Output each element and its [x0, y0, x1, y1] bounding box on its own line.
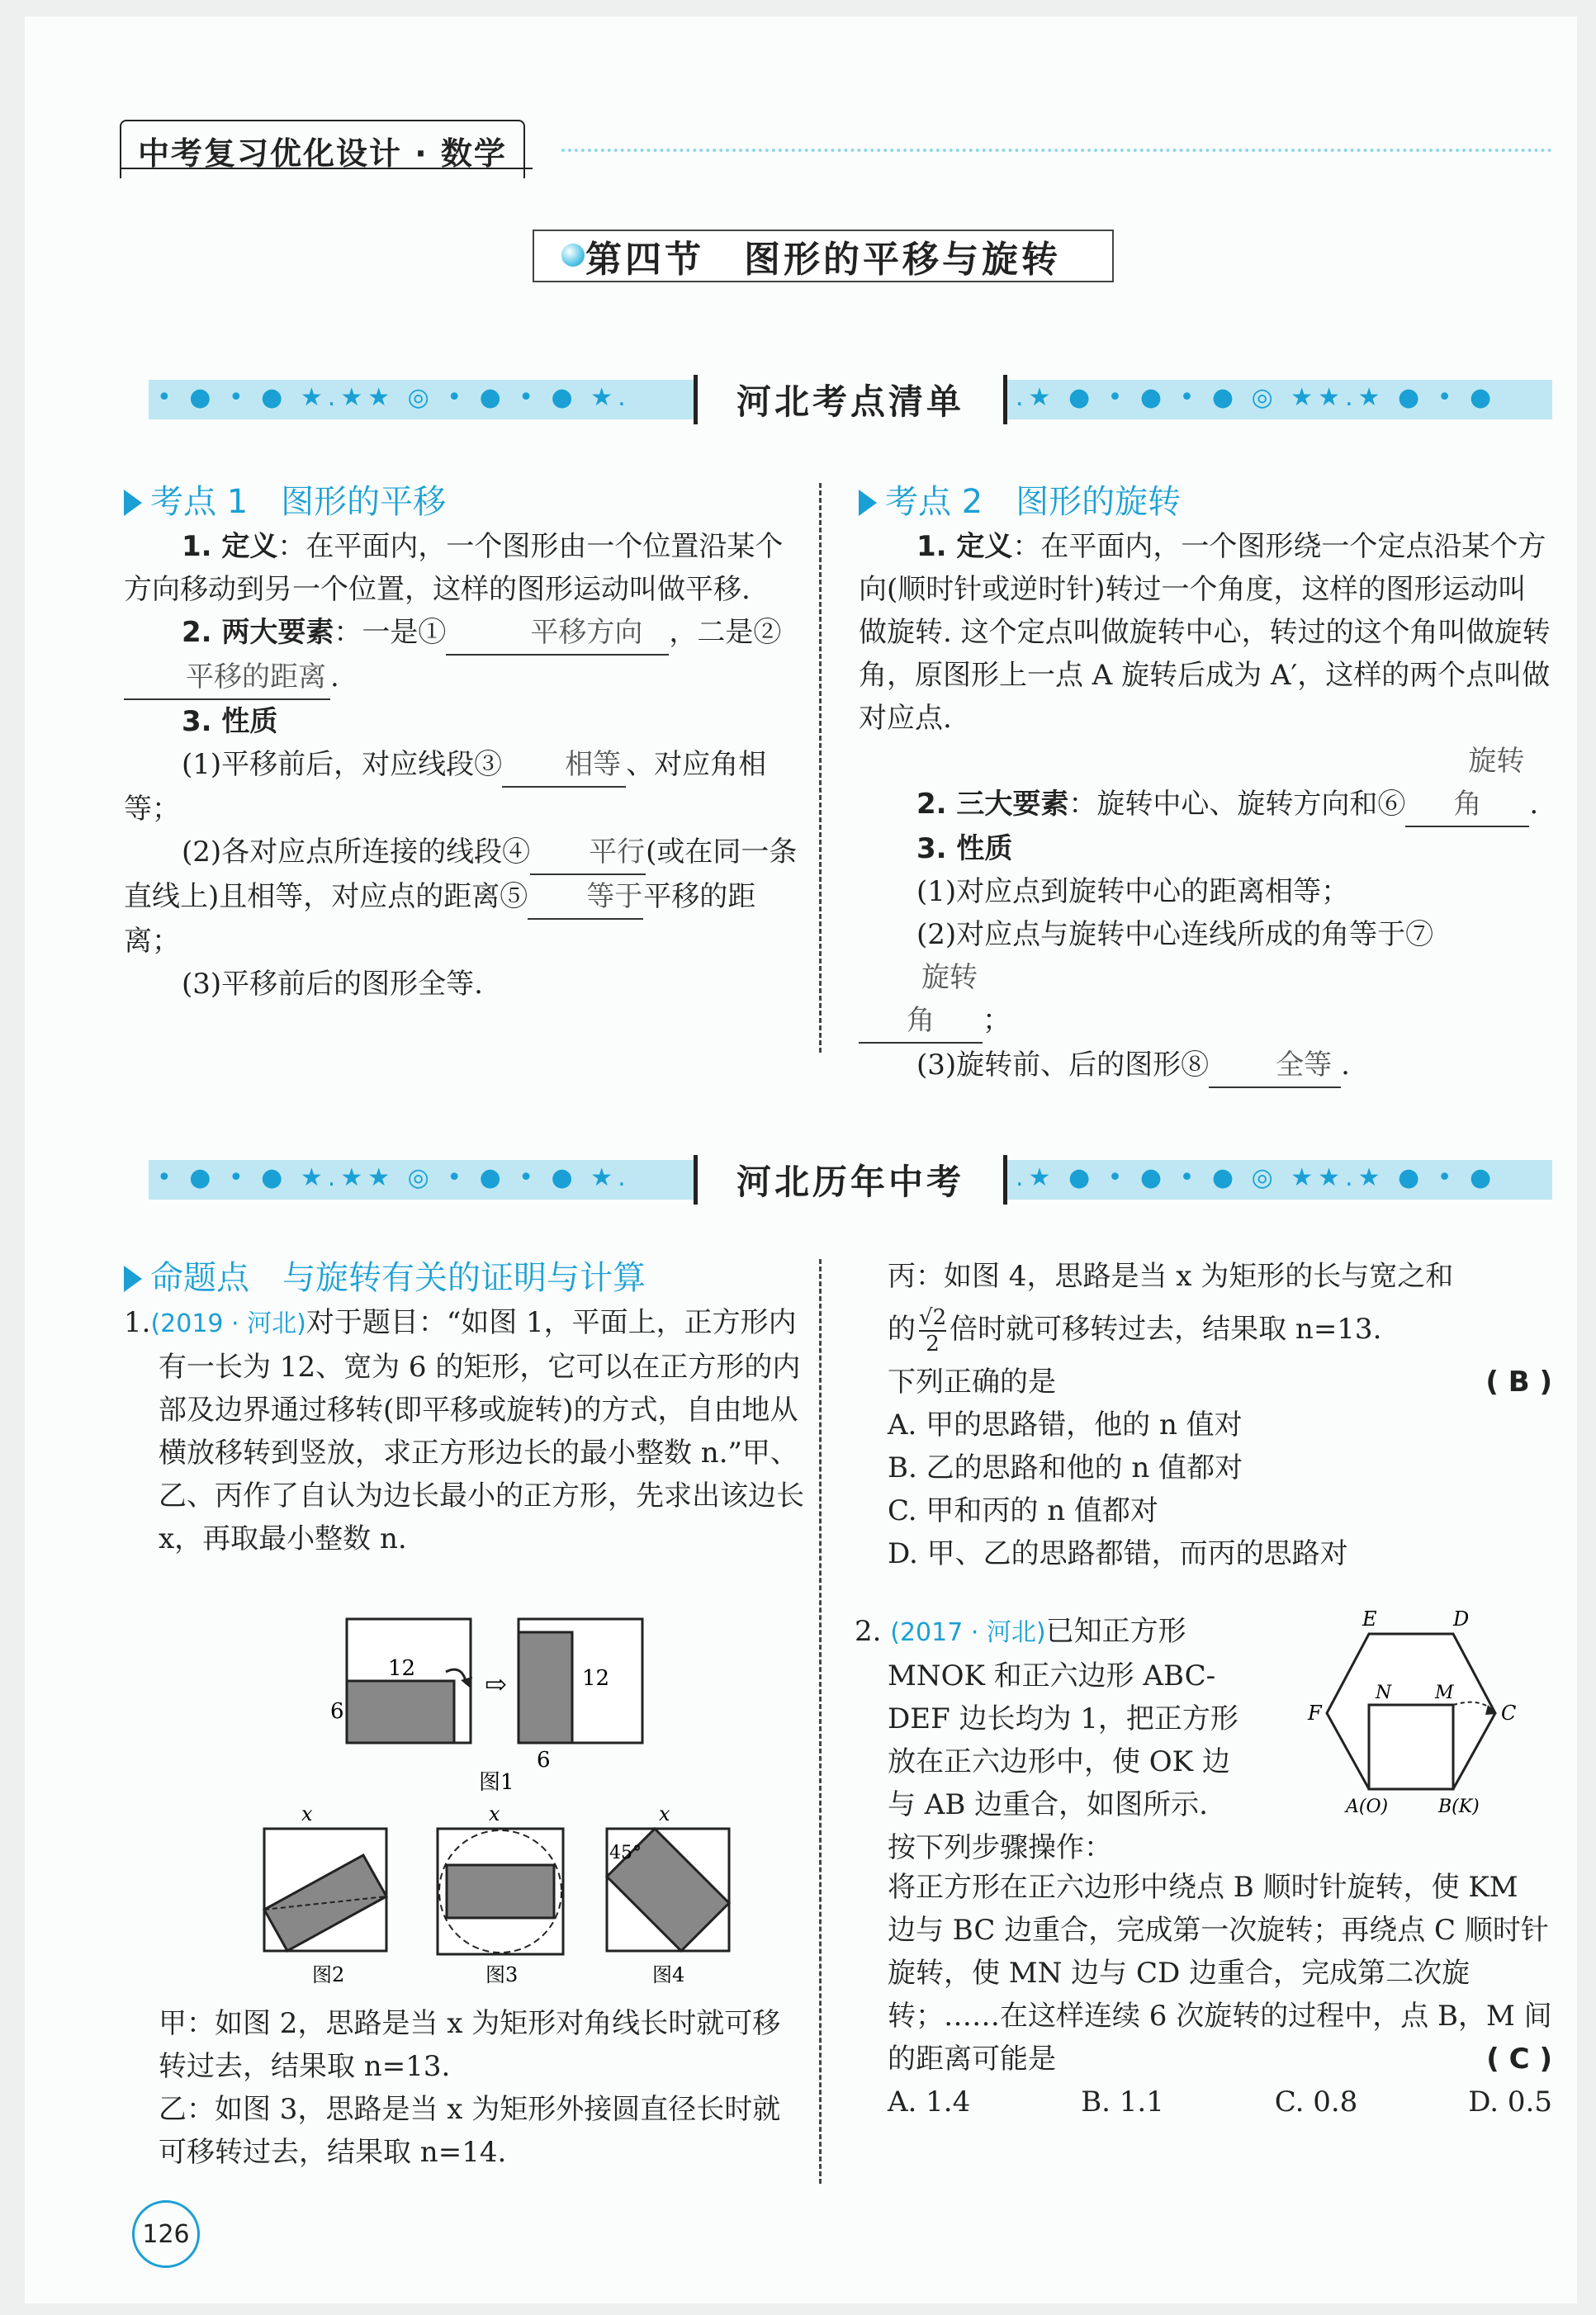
mingti-title [124, 1255, 805, 1301]
kp1-elem-label: 2. 两大要素 [182, 616, 334, 649]
fig1-label-6: 6 [330, 1699, 344, 1724]
blank-7: 旋转角 [859, 956, 983, 1044]
mingti-title-text: 命题点 与旋转有关的证明与计算 [150, 1259, 646, 1297]
q1-option-b: B. 乙的思路和他的 n 值都对 [888, 1451, 1243, 1484]
blank-4: 平行 [530, 831, 646, 875]
q2-l1: 已知正方形 [1045, 1615, 1186, 1648]
kp1-p2-pre: (2)各对应点所连接的线段④ [182, 836, 531, 869]
q2-l3: DEF 边长均为 1，把正方形 [888, 1702, 1238, 1735]
column-divider [819, 1259, 822, 2184]
q2-option-a: A. 1.4 [888, 2085, 971, 2119]
q1-option-d: D. 甲、乙的思路都错，而丙的思路对 [888, 1537, 1348, 1570]
kp2-properties-label [859, 827, 1552, 870]
label-f: F [1308, 1702, 1322, 1725]
fraction-denominator: 2 [926, 1332, 940, 1356]
blank-2: 平移的距离 [124, 656, 330, 700]
q2-l6: 按下列步骤操作： [888, 1831, 1112, 1864]
fig2-x: x [301, 1804, 313, 1825]
bullet-orb-icon [561, 244, 585, 267]
question-right [888, 1255, 1552, 1575]
q1-bing-post: 倍时就可移转过去，结果取 n=13. [950, 1313, 1382, 1346]
figures-2-4 [239, 1804, 768, 2002]
label-c: C [1501, 1702, 1517, 1725]
q2-option-d: D. 0.5 [1468, 2085, 1552, 2119]
fig1-rect-vertical [519, 1632, 572, 1743]
kp1-p2-mid: (或在同一条直线上)且相等，对应点的距离⑤ [124, 836, 798, 913]
q2-stem [855, 1610, 1284, 1869]
section-title [533, 230, 1114, 282]
kp1-prop-label: 3. 性质 [182, 705, 278, 738]
q2-line-1 [855, 1610, 1284, 1655]
fig4-angle: 45° [609, 1843, 642, 1863]
kp2-prop-3: (3)旋转前、后的图形⑧ 全等 . [859, 1044, 1552, 1088]
fig2-caption: 图2 [312, 1963, 345, 1986]
fig4-x: x [659, 1804, 670, 1825]
q2-body [888, 1866, 1552, 2123]
fig1-label-12: 12 [388, 1656, 416, 1681]
q1-option-c: C. 甲和丙的 n 值都对 [888, 1494, 1158, 1527]
label-a-o: A(O) [1346, 1797, 1389, 1817]
kp2-elements: 2. 三大要素：旋转中心、旋转方向和⑥旋转角 . [859, 740, 1552, 827]
kp1-definition [124, 525, 801, 611]
kp2-p2-pre: (2)对应点与旋转中心连线所成的角等于⑦ [916, 918, 1434, 951]
kaodian-1-title-text: 考点 1 图形的平移 [150, 483, 447, 521]
blank-8: 全等 [1209, 1044, 1341, 1088]
q2-l4: 放在正六边形中，使 OK 边 [888, 1745, 1230, 1778]
q1-bing-b [888, 1298, 1552, 1361]
q2-l2: MNOK 和正六边形 ABC- [888, 1659, 1216, 1692]
kaodian-1-title [124, 479, 801, 525]
question-left [124, 1255, 805, 1560]
band-decoration-right: .★ ● • ● • ● ◎ ★★.★ ● • ● [1016, 383, 1497, 412]
q2-number: 2. [855, 1615, 882, 1648]
fig3-rect [447, 1865, 554, 1918]
fig1-rect-horizontal [347, 1681, 454, 1743]
label-d: D [1453, 1607, 1470, 1631]
kp1-def-text: ：在平面内，一个图形由一个位置沿某个方向移动到另一个位置，这样的图形运动叫做平移. [124, 530, 784, 606]
blank-3: 相等 [502, 743, 626, 788]
kp1-elem-pre: ：一是① [334, 616, 447, 649]
fig1-label-12b: 12 [582, 1666, 610, 1691]
label-n: N [1376, 1683, 1392, 1703]
q1-text: 对于题目：“如图 1，平面上，正方形内有一长为 12、宽为 6 的矩形，它可以在正方形的内部及边界通过移转(即平移或旋转)的方式，自由地从横放移转到竖放，求正方形边长的最小整数 n.”甲、乙、丙作了自认为边长最小的正方形，先求出该边长 x，再取最小整数 n. [159, 1306, 804, 1555]
kp2-p3-pre: (3)旋转前、后的图形⑧ [916, 1049, 1210, 1082]
question-left-cont [159, 2002, 807, 2174]
blank-6: 旋转角 [1405, 740, 1529, 827]
q1-yi: 乙：如图 3，思路是当 x 为矩形外接圆直径长时就可移转过去，结果取 n=14. [159, 2093, 781, 2169]
blank-5: 等于 [528, 875, 643, 920]
blank-1: 平移方向 [446, 611, 669, 656]
band-decoration-right: .★ ● • ● • ● ◎ ★★.★ ● • ● [1016, 1163, 1497, 1192]
fig4-caption: 图4 [652, 1963, 685, 1986]
hexagon-figure [1296, 1606, 1552, 1820]
kp2-def-label: 1. 定义 [916, 530, 1013, 563]
kaodian-2-title-text: 考点 2 图形的旋转 [885, 483, 1182, 521]
kaodian-1 [124, 479, 801, 1006]
kp1-prop-1 [124, 743, 801, 831]
label-b-k: B(K) [1438, 1797, 1480, 1817]
kp2-definition [859, 525, 1552, 740]
q1-ask [888, 1361, 1552, 1404]
q2-answer: ( C ) [1486, 2043, 1552, 2076]
band-decoration-left: • ● • ● ★.★★ ◎ • ● • ● ★. [157, 383, 631, 412]
dotted-rule [561, 149, 1552, 152]
kaodian-2-title [859, 479, 1552, 525]
q1-jia: 甲：如图 2，思路是当 x 为矩形对角线长时就可移转过去，结果取 n=13. [159, 2007, 781, 2083]
band-kaodian [149, 380, 1552, 422]
kp1-prop-2 [124, 831, 801, 963]
q2-option-c: C. 0.8 [1274, 2085, 1358, 2119]
kp2-elem-text: ：旋转中心、旋转方向和⑥ [1068, 788, 1406, 821]
q2-l5: 与 AB 边重合，如图所示. [888, 1788, 1208, 1821]
page [25, 17, 1577, 2303]
book-title-tag: 中考复习优化设计 · 数学 [120, 120, 525, 178]
q1-option-a: A. 甲的思路错，他的 n 值对 [888, 1408, 1243, 1442]
q2-option-b: B. 1.1 [1081, 2085, 1164, 2119]
q1-number: 1. [124, 1306, 151, 1339]
triangle-icon [124, 1266, 142, 1292]
kp1-def-label: 1. 定义 [182, 530, 278, 563]
q1-bing-a: 丙：如图 4，思路是当 x 为矩形的长与宽之和 [888, 1260, 1454, 1293]
band-label: 河北考点清单 [694, 375, 1007, 424]
q2-options [888, 2081, 1552, 2123]
kp2-elem-label: 2. 三大要素 [916, 788, 1069, 821]
fig3-x: x [489, 1804, 500, 1825]
kp1-p1-pre: (1)平移前后，对应线段③ [182, 748, 503, 781]
q2-rest-text: 将正方形在正六边形中绕点 B 顺时针旋转，使 KM 边与 BC 边重合，完成第一次旋转；再绕点 C 顺时针旋转，使 MN 边与 CD 边重合，完成第二次旋转；……在这样连续 6 次旋转的过程中，点 B，M 间的距离可能是 [888, 1871, 1552, 2076]
fig1-caption: 图1 [479, 1770, 514, 1795]
double-arrow-icon: ⇨ [485, 1669, 507, 1700]
q1-answer: ( B ) [1485, 1366, 1552, 1399]
label-e: E [1362, 1607, 1377, 1631]
kp2-prop-1: (1)对应点到旋转中心的距离相等； [916, 875, 1350, 908]
q2-rest [888, 1866, 1552, 2081]
q1-bing-pre: 的 [888, 1313, 916, 1346]
figure-1 [330, 1614, 677, 1796]
kp2-prop-2: (2)对应点与旋转中心连线所成的角等于⑦旋转角 ； [859, 913, 1552, 1044]
kp1-properties-label [124, 700, 801, 743]
kp1-p2-post: 平移的距离； [124, 880, 756, 958]
band-label: 河北历年中考 [694, 1155, 1007, 1205]
page-number: 126 [132, 2200, 200, 2268]
hexagon-abcdef [1327, 1634, 1495, 1789]
band-decoration-left: • ● • ● ★.★★ ◎ • ● • ● ★. [157, 1163, 631, 1192]
section-title-text: 第四节 图形的平移与旋转 [585, 239, 1061, 281]
divider [120, 168, 533, 169]
kp1-prop-3: (3)平移前后的图形全等. [182, 968, 483, 1001]
kp2-def-text: ：在平面内，一个图形绕一个定点沿某个方向(顺时针或逆时针)转过一个角度，这样的图形运动叫做旋转. 这个定点叫做旋转中心，转过的这个角叫做旋转角，原图形上一点 A 旋转后成为 A′，这样的两个点叫做对应点. [859, 530, 1551, 735]
kp2-prop-label: 3. 性质 [916, 832, 1013, 865]
triangle-icon [859, 490, 877, 516]
fig3-caption: 图3 [485, 1963, 519, 1986]
q1-ask-text: 下列正确的是 [888, 1366, 1056, 1399]
kp1-elem-mid: ，二是② [669, 616, 782, 649]
fig1-label-6b: 6 [537, 1748, 551, 1773]
label-m: M [1435, 1683, 1454, 1703]
fraction-sqrt2-over-2 [919, 1305, 946, 1356]
triangle-icon [124, 490, 142, 516]
band-linian [149, 1160, 1552, 1200]
kp1-p1-post: 、对应角相等； [124, 748, 767, 826]
column-divider [819, 483, 822, 1053]
fraction-numerator: √2 [919, 1305, 947, 1330]
q1-stem [124, 1301, 805, 1560]
kaodian-2 [859, 479, 1552, 1088]
q1-source: (2019 · 河北) [150, 1309, 306, 1338]
kp1-elements: 2. 两大要素：一是① 平移方向 ，二是②平移的距离 . [124, 611, 801, 700]
q2-source: (2017 · 河北) [890, 1618, 1046, 1647]
